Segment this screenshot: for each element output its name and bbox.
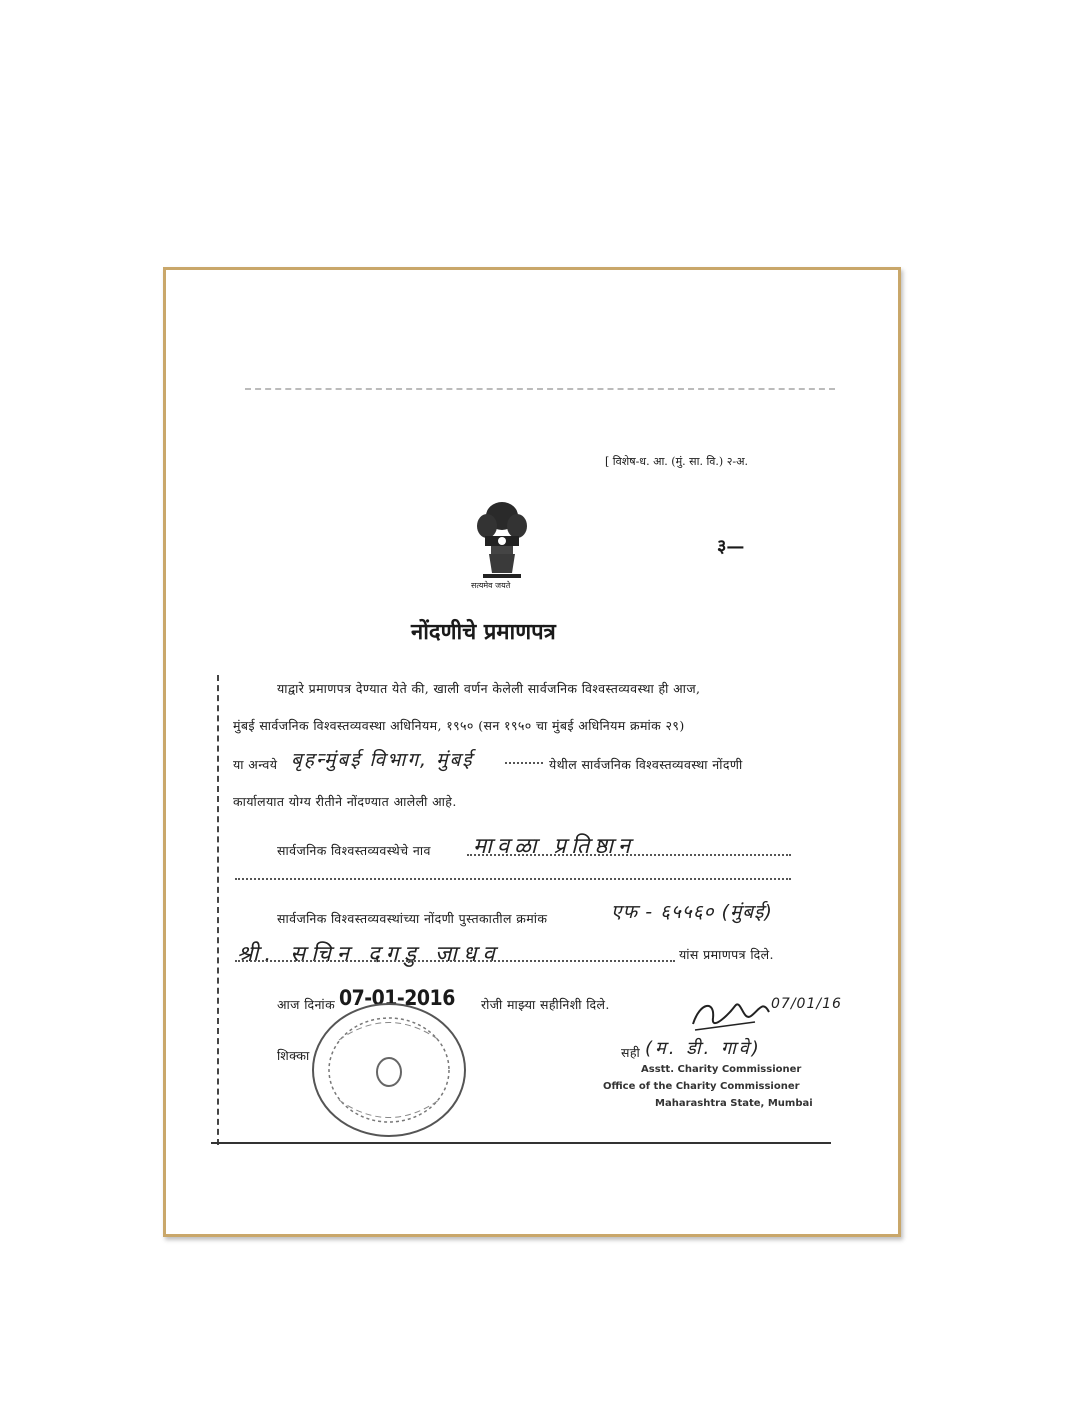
seal-label: शिक्का bbox=[277, 1048, 310, 1063]
region-handwritten: बृहन्मुंबई विभाग, मुंबई bbox=[291, 749, 474, 771]
dotted-line bbox=[235, 960, 675, 962]
reference-code: [ विशेष-ध. आ. (मुं. सा. वि.) २-अ. bbox=[605, 455, 749, 468]
dotted-line bbox=[235, 878, 791, 880]
margin-line bbox=[217, 675, 219, 1145]
register-value: एफ - ६५५६० (मुंबई) bbox=[611, 901, 773, 923]
signatory-name: (म. डी. गावे) bbox=[645, 1038, 762, 1059]
official-seal-icon bbox=[309, 1000, 469, 1140]
para-line-3-prefix: या अन्वये bbox=[233, 757, 278, 772]
designation: Asstt. Charity Commissioner bbox=[641, 1064, 802, 1075]
dotted-line bbox=[467, 854, 791, 856]
dotted-line bbox=[505, 762, 543, 764]
recipient-suffix: यांस प्रमाणपत्र दिले. bbox=[679, 947, 774, 962]
office-name: Office of the Charity Commissioner bbox=[603, 1081, 800, 1092]
scan-edge bbox=[245, 388, 835, 390]
scanned-certificate bbox=[205, 380, 842, 1150]
register-label: सार्वजनिक विश्वस्तव्यवस्थांच्या नोंदणी पुस्तकातील क्रमांक bbox=[277, 911, 548, 926]
national-emblem-icon bbox=[467, 498, 537, 593]
certificate-title: नोंदणीचे प्रमाणपत्र bbox=[411, 619, 556, 645]
para-line-4: कार्यालयात योग्य रीतीने नोंदण्यात आलेली आहे. bbox=[233, 794, 457, 809]
trust-name-value: मावळा प्रतिष्ठान bbox=[473, 834, 636, 859]
para-line-3-suffix: येथील सार्वजनिक विश्वस्तव्यवस्था नोंदणी bbox=[549, 757, 743, 772]
signature-date: 07/01/16 bbox=[771, 996, 842, 1012]
page-mark: ३— bbox=[717, 536, 745, 557]
state-name: Maharashtra State, Mumbai bbox=[655, 1098, 813, 1109]
recipient-value: श्री. सचिन दगडु जाधव bbox=[237, 942, 501, 967]
para-line-1: याद्वारे प्रमाणपत्र देण्यात येते की, खाली वर्णन केलेली सार्वजनिक विश्वस्तव्यवस्था ही आज, bbox=[277, 681, 701, 696]
date-suffix: रोजी माझ्या सहीनिशी दिले. bbox=[481, 997, 610, 1012]
date-prefix: आज दिनांक bbox=[277, 997, 336, 1012]
date-value: 07-01-2016 bbox=[339, 986, 455, 1010]
signature-prefix: सही bbox=[621, 1045, 641, 1060]
bottom-rule bbox=[211, 1142, 831, 1144]
trust-name-label: सार्वजनिक विश्वस्तव्यवस्थेचे नाव bbox=[277, 843, 431, 858]
para-line-2: मुंबई सार्वजनिक विश्वस्तव्यवस्था अधिनियम, १९५० (सन १९५० चा मुंबई अधिनियम क्रमांक २९) bbox=[233, 718, 685, 733]
emblem-caption: सत्यमेव जयते bbox=[471, 581, 511, 590]
